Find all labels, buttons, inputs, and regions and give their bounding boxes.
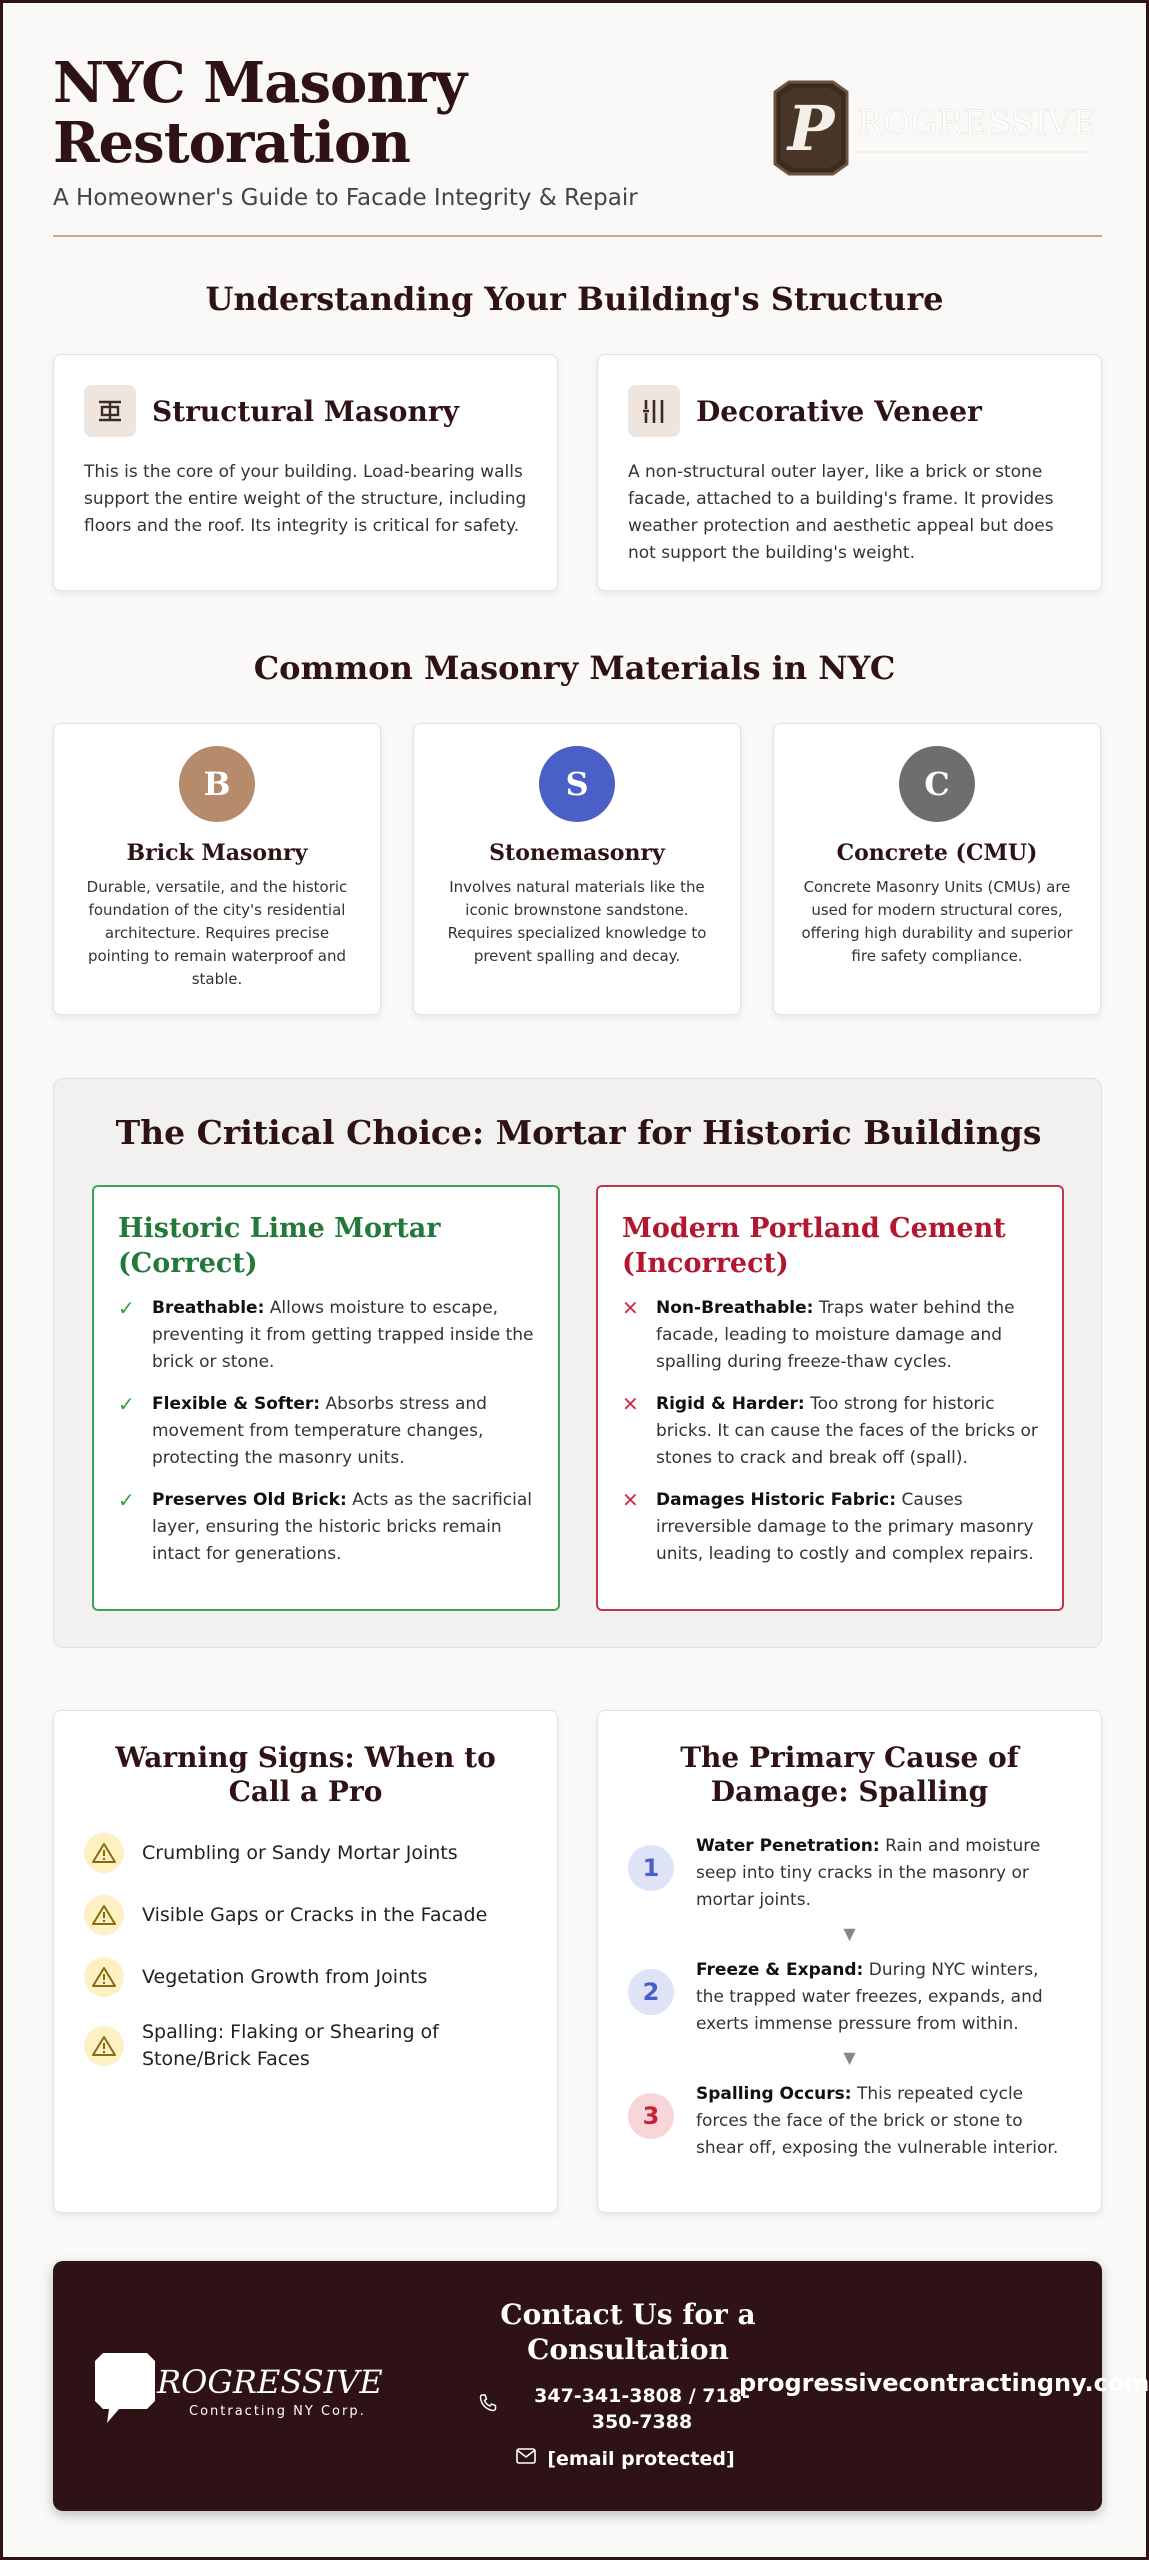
- spalling-step: [628, 1833, 1071, 1914]
- header: [53, 50, 1102, 237]
- structure-section-title: Understanding Your Building's Structure: [205, 280, 944, 318]
- x-icon: ✕: [622, 1392, 639, 1416]
- material-title: Brick Masonry: [126, 840, 308, 866]
- material-text: Involves natural materials like the iconic brownstone sandstone. Requires specialized knowledge to prevent spalling and decay.: [447, 878, 707, 965]
- warning-text: Spalling: Flaking or Shearing of Stone/Brick Faces: [142, 2021, 439, 2070]
- brick-badge-icon: B: [179, 746, 255, 822]
- material-card-brick: [53, 723, 381, 1015]
- contact-footer: [53, 2261, 1149, 2511]
- material-card-concrete: [773, 723, 1101, 1015]
- warning-text: Vegetation Growth from Joints: [142, 1965, 428, 1988]
- contact-title: Contact Us for a Consultation: [500, 2298, 756, 2366]
- x-icon: ✕: [622, 1488, 639, 1512]
- x-icon: ✕: [622, 1296, 639, 1320]
- step-text: During NYC winters, the trapped water freezes, expands, and exerts immense pressure from within.: [696, 1960, 1043, 2034]
- list-item: [622, 1391, 1038, 1472]
- warning-icon: [84, 1895, 124, 1935]
- list-item: [118, 1295, 534, 1376]
- structural-masonry-card: [53, 354, 558, 591]
- item-text: Traps water behind the facade, leading to moisture damage and spalling during freeze-thaw cycles.: [656, 1298, 1015, 1372]
- warning-title: Warning Signs: When to Call a Pro: [115, 1741, 496, 1808]
- spalling-step: [628, 1957, 1071, 2038]
- svg-text:Contracting NY Corp.: Contracting NY Corp.: [189, 2404, 366, 2419]
- step-text: Rain and moisture seep into tiny cracks in the masonry or mortar joints.: [696, 1836, 1041, 1910]
- down-arrow-icon: ▼: [843, 2048, 856, 2067]
- item-text: Too strong for historic bricks. It can cause the faces of the bricks or stones to crack and break off (spall).: [656, 1394, 1038, 1468]
- warning-item: [84, 1957, 527, 1997]
- material-text: Concrete Masonry Units (CMUs) are used for modern structural cores, offering high durability and superior fire safety compliance.: [801, 878, 1073, 965]
- card-title: Decorative Veneer: [696, 394, 982, 428]
- check-icon: ✓: [118, 1488, 135, 1512]
- step-number: 1: [628, 1845, 674, 1891]
- item-text: Absorbs stress and movement from temperature changes, protecting the masonry units.: [152, 1394, 487, 1468]
- stone-badge-icon: S: [539, 746, 615, 822]
- svg-text:ROGRESSIVE: ROGRESSIVE: [857, 103, 1097, 143]
- step-label: Water Penetration:: [696, 1836, 880, 1856]
- page: [3, 3, 1149, 2557]
- portland-cement-title: Modern Portland Cement (Incorrect): [622, 1213, 1006, 1279]
- list-item: [622, 1295, 1038, 1376]
- material-card-stone: [413, 723, 741, 1015]
- veneer-icon: [628, 385, 680, 437]
- step-label: Spalling Occurs:: [696, 2084, 852, 2104]
- item-label: Non-Breathable:: [656, 1298, 814, 1318]
- page-subtitle: A Homeowner's Guide to Facade Integrity & Repair: [53, 185, 638, 211]
- card-title: Structural Masonry: [152, 394, 459, 428]
- company-logo: [767, 78, 1097, 178]
- list-item: [118, 1487, 534, 1568]
- list-item: [118, 1391, 534, 1472]
- email-address[interactable]: [email protected]: [547, 2447, 735, 2470]
- item-label: Breathable:: [152, 1298, 265, 1318]
- title-line-2: Restoration: [53, 110, 410, 176]
- concrete-badge-icon: C: [899, 746, 975, 822]
- warning-text: Visible Gaps or Cracks in the Facade: [142, 1903, 488, 1926]
- warning-icon: [84, 1833, 124, 1873]
- card-text: This is the core of your building. Load-bearing walls support the entire weight of the structure, including floors and the roof. Its integrity is critical for safety.: [84, 462, 527, 536]
- material-title: Concrete (CMU): [836, 840, 1038, 866]
- material-title: Stonemasonry: [489, 840, 665, 866]
- lime-mortar-card: [92, 1185, 560, 1611]
- decorative-veneer-card: [597, 354, 1102, 591]
- warning-text: Crumbling or Sandy Mortar Joints: [142, 1841, 458, 1864]
- item-label: Rigid & Harder:: [656, 1394, 805, 1414]
- step-label: Freeze & Expand:: [696, 1960, 864, 1980]
- warning-icon: [84, 1957, 124, 1997]
- phone-number[interactable]: 347-341-3808 / 718-350-7388: [534, 2385, 750, 2433]
- item-text: Causes irreversible damage to the primary masonry units, leading to costly and complex repairs.: [656, 1490, 1034, 1564]
- website-link[interactable]: progressivecontractingny.com: [739, 2369, 1149, 2397]
- mortar-section: [53, 1078, 1102, 1648]
- check-icon: ✓: [118, 1296, 135, 1320]
- spalling-title: The Primary Cause of Damage: Spalling: [680, 1741, 1019, 1808]
- down-arrow-icon: ▼: [843, 1924, 856, 1943]
- warning-item: [84, 1895, 527, 1935]
- svg-text:ROGRESSIVE: ROGRESSIVE: [157, 2363, 383, 2401]
- mortar-section-title: The Critical Choice: Mortar for Historic Buildings: [115, 1113, 1042, 1152]
- warning-signs-card: [53, 1710, 558, 2213]
- spalling-step: [628, 2081, 1071, 2162]
- check-icon: ✓: [118, 1392, 135, 1416]
- item-text: Acts as the sacrificial layer, ensuring the historic bricks remain intact for generations.: [152, 1490, 533, 1564]
- materials-section-title: Common Masonry Materials in NYC: [253, 649, 896, 687]
- spalling-card: [597, 1710, 1102, 2213]
- warning-item: [84, 2019, 527, 2073]
- title-line-1: NYC Masonry: [53, 50, 467, 116]
- item-text: Allows moisture to escape, preventing it from getting trapped inside the brick or stone.: [152, 1298, 534, 1372]
- warning-icon: [84, 2026, 124, 2066]
- portland-cement-card: [596, 1185, 1064, 1611]
- warning-item: [84, 1833, 527, 1873]
- item-label: Flexible & Softer:: [152, 1394, 321, 1414]
- mail-icon: [515, 2447, 537, 2470]
- email-row[interactable]: [415, 2447, 835, 2470]
- card-text: A non-structural outer layer, like a brick or stone facade, attached to a building's frame. It provides weather protection and aesthetic appeal but does not support the building's weight.: [628, 462, 1054, 563]
- lime-mortar-title: Historic Lime Mortar (Correct): [118, 1213, 441, 1279]
- item-label: Damages Historic Fabric:: [656, 1490, 897, 1510]
- svg-text:P: P: [787, 92, 835, 165]
- footer-logo: [89, 2349, 383, 2429]
- step-number: 2: [628, 1969, 674, 2015]
- material-text: Durable, versatile, and the historic foundation of the city's residential architecture. Requires precise pointing to remain waterproof and stable.: [86, 878, 348, 988]
- step-text: This repeated cycle forces the face of the brick or stone to shear off, exposing the vulnerable interior.: [696, 2084, 1059, 2158]
- step-number: 3: [628, 2093, 674, 2139]
- structure-icon: [84, 385, 136, 437]
- list-item: [622, 1487, 1038, 1568]
- phone-icon: [478, 2393, 498, 2420]
- item-label: Preserves Old Brick:: [152, 1490, 347, 1510]
